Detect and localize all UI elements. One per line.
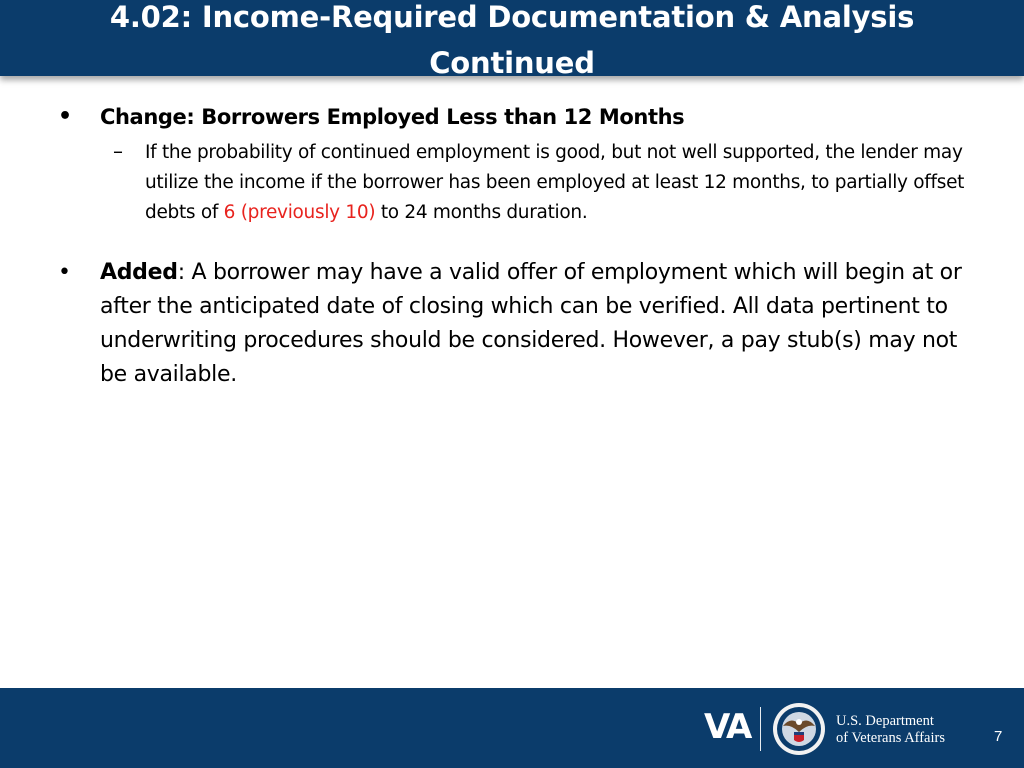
bullet-change bbox=[58, 100, 978, 134]
logo-divider bbox=[760, 707, 761, 751]
slide-title bbox=[0, 0, 1024, 100]
bullet-change-text: Change: Borrowers Employed Less than 12 Months bbox=[100, 105, 685, 129]
dash-icon: – bbox=[113, 139, 123, 163]
page-number: 7 bbox=[994, 728, 1003, 745]
slide-title-line1: 4.02: Income-Required Documentation & Analysis bbox=[109, 0, 915, 34]
slide-title-line2: Continued bbox=[429, 46, 595, 80]
va-logo: VA bbox=[704, 707, 751, 747]
sub-bullet-text-after: to 24 months duration. bbox=[375, 202, 588, 223]
department-line2: of Veterans Affairs bbox=[836, 730, 945, 746]
slide-content bbox=[58, 100, 978, 392]
bullet-added-lead: Added bbox=[100, 260, 178, 285]
bullet-added-text: : A borrower may have a valid offer of employment which will begin at or after the anticipated date of closing which can be verified. All data pertinent to underwriting procedures should be considered. However, a pay stub(s) may not be available. bbox=[100, 260, 962, 387]
va-seal-icon bbox=[772, 702, 826, 756]
department-line1: U.S. Department bbox=[836, 713, 934, 729]
sub-bullet-change bbox=[58, 138, 978, 228]
bullet-added bbox=[58, 256, 978, 392]
sub-bullet-highlight: 6 (previously 10) bbox=[223, 202, 376, 223]
sub-bullet-text-before: If the probability of continued employment is good, but not well supported, the lender may utilize the income if the borrower has been employed at least 12 months, to partially offset debts of bbox=[145, 142, 965, 223]
department-name bbox=[836, 713, 945, 747]
bullet-icon: • bbox=[58, 104, 72, 129]
bullet-icon: • bbox=[58, 260, 71, 285]
